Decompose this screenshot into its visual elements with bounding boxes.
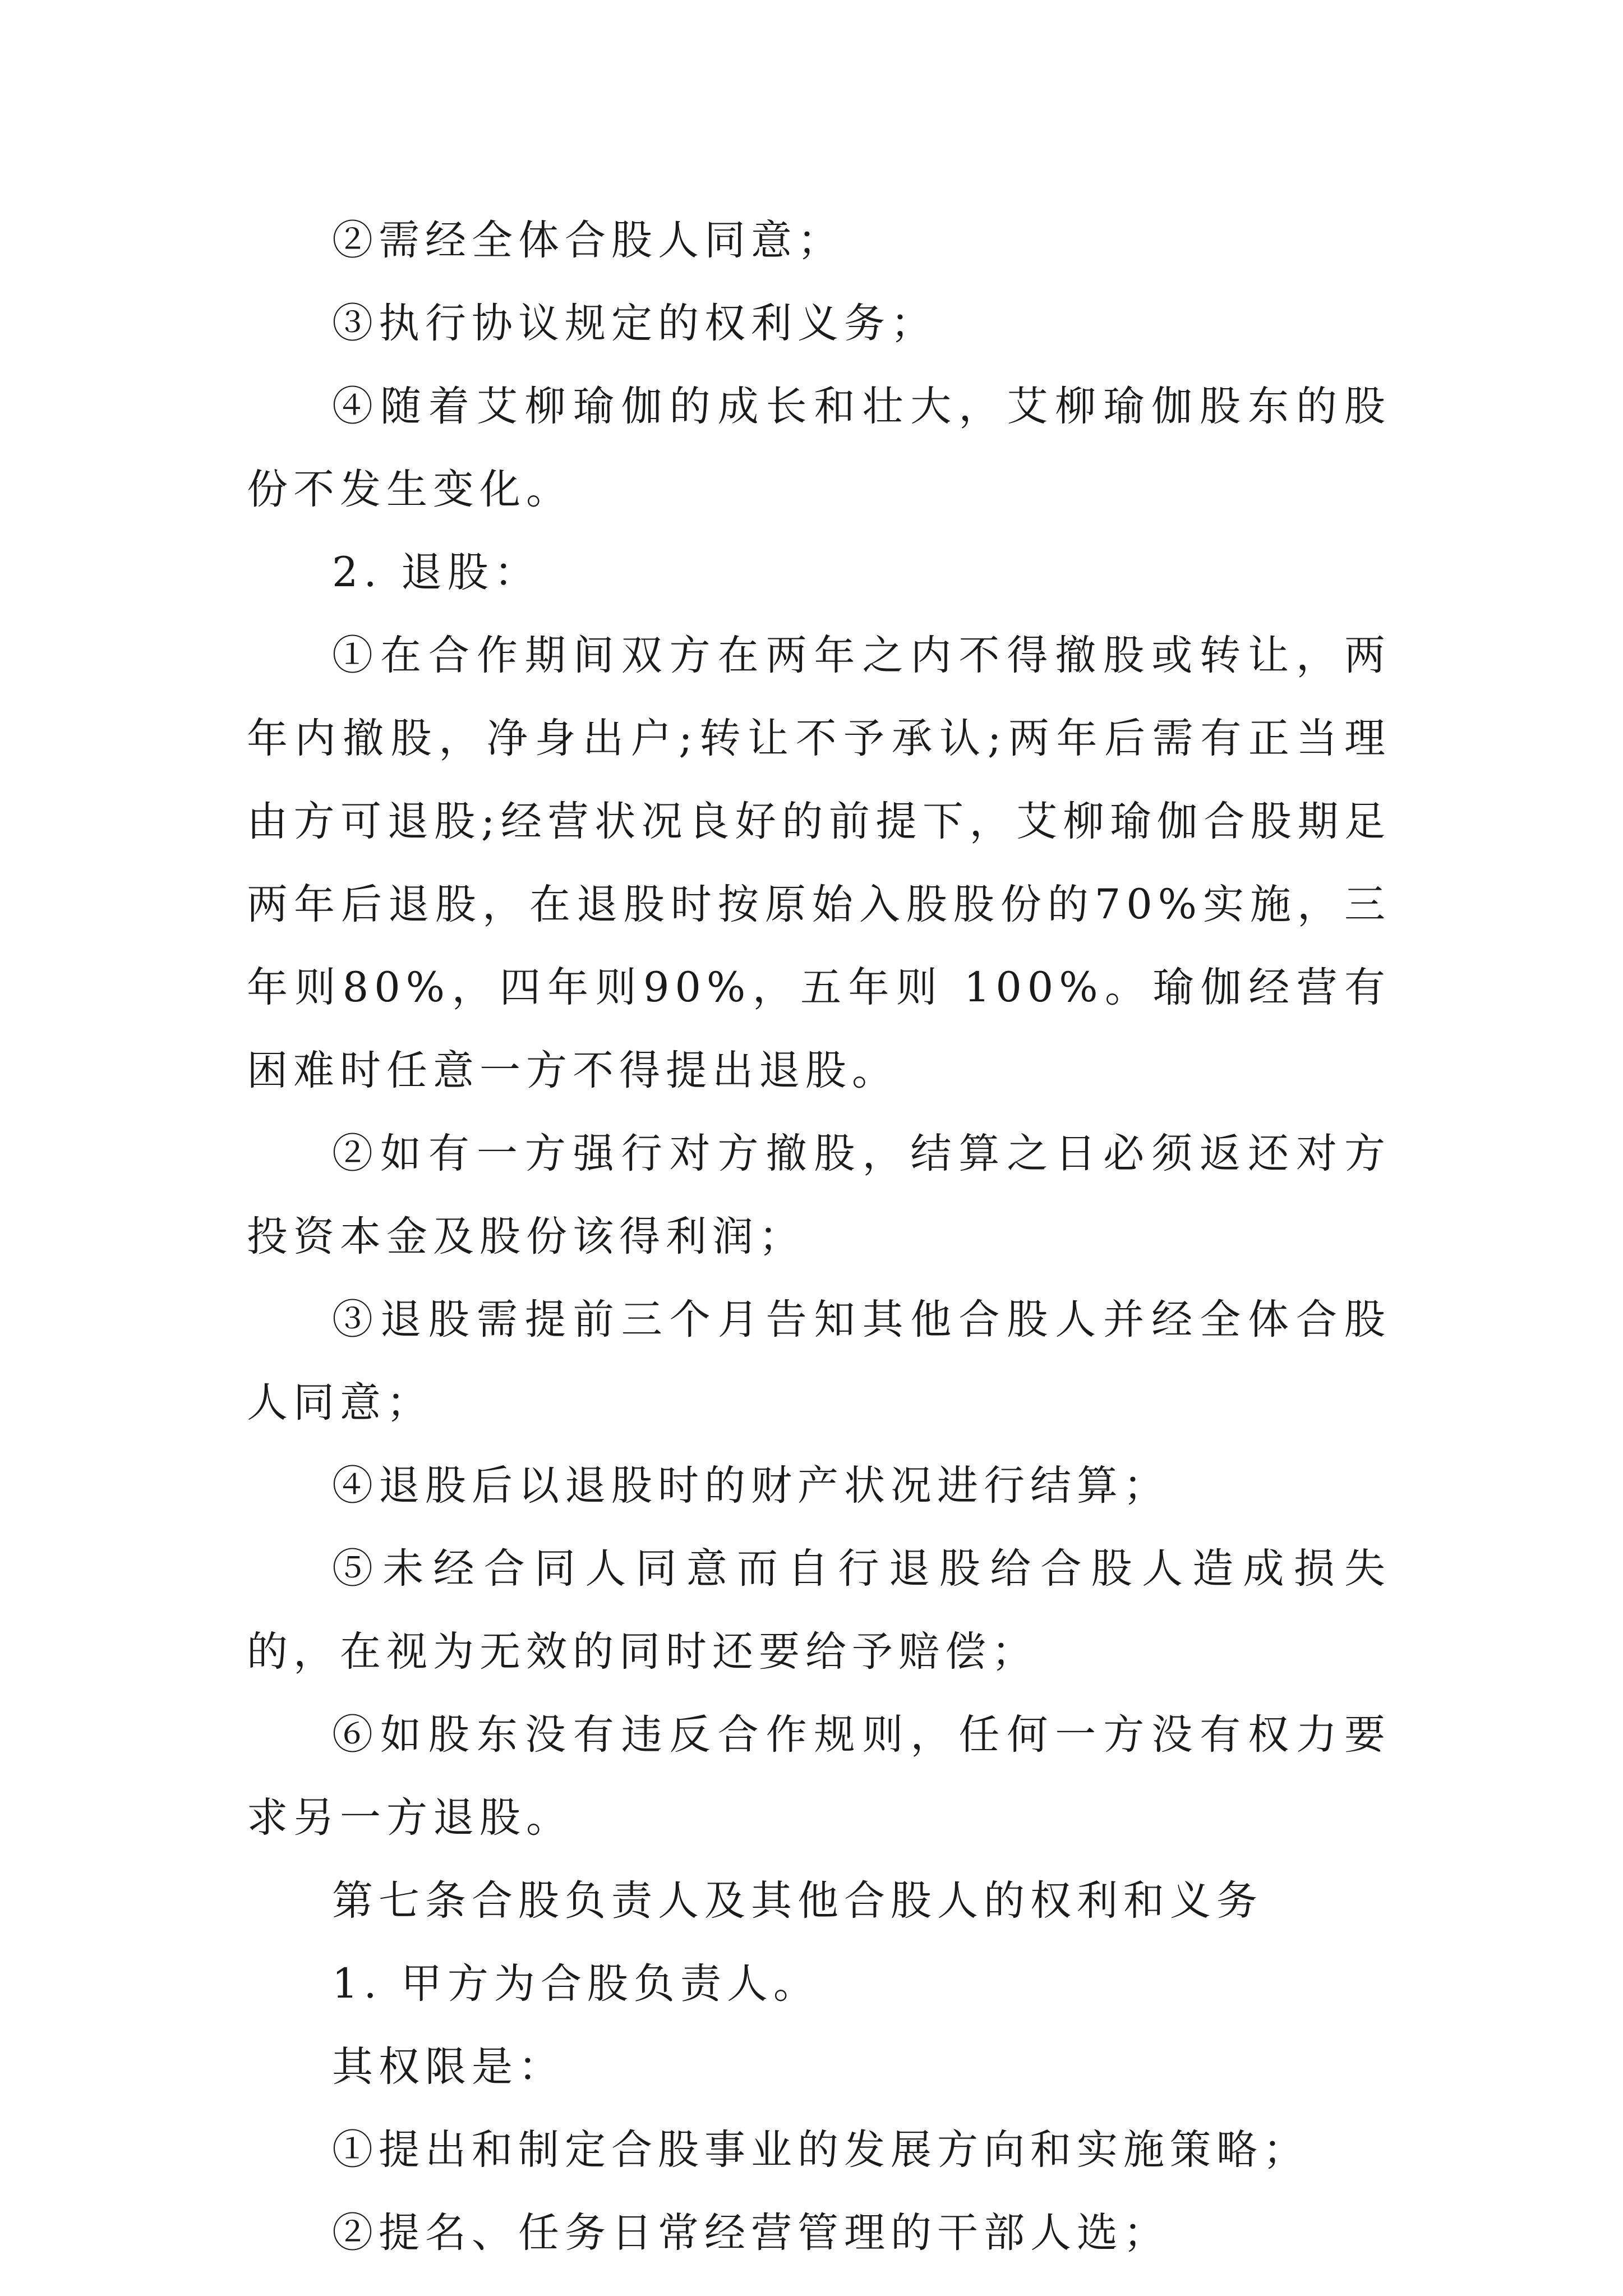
paragraph-notice: ③退股需提前三个月告知其他合股人并经全体合股人同意； (247, 1296, 1391, 1427)
article-heading-seven: 第七条合股负责人及其他合股人的权利和义务 (332, 1877, 1263, 1925)
paragraph-shares-unchanged: ④随着艾柳瑜伽的成长和壮大，艾柳瑜伽股东的股份不发生变化。 (247, 383, 1391, 513)
document-body (247, 199, 1391, 2275)
paragraph-rights-duties: ③执行协议规定的权利义务； (332, 300, 937, 347)
section-heading-withdrawal: 2. 退股： (332, 549, 541, 596)
paragraph-settlement: ④退股后以退股时的财产状况进行结算； (332, 1462, 1170, 1510)
paragraph-forced-withdrawal: ②如有一方强行对方撤股，结算之日必须返还对方投资本金及股份该得利润； (247, 1130, 1391, 1260)
paragraph-strategy: ①提出和制定合股事业的发展方向和实施策略； (332, 2126, 1310, 2174)
paragraph-consent: ②需经全体合股人同意； (332, 217, 844, 264)
paragraph-authority-intro: 其权限是： (332, 2043, 565, 2091)
paragraph-nomination: ②提名、任务日常经营管理的干部人选； (332, 2209, 1170, 2257)
paragraph-compensation: ⑤未经合同人同意而自行退股给合股人造成损失的，在视为无效的同时还要给予赔偿； (247, 1545, 1391, 1676)
paragraph-no-forced-exit: ⑥如股东没有违反合作规则，任何一方没有权力要求另一方退股。 (247, 1711, 1391, 1842)
paragraph-party-a-lead: 1. 甲方为合股负责人。 (332, 1960, 820, 2008)
paragraph-withdrawal-terms: ①在合作期间双方在两年之内不得撤股或转让，两年内撤股，净身出户;转让不予承认;两年后需有正当理由方可退股;经营状况良好的前提下，艾柳瑜伽合股期足两年后退股，在退股时按原始入股股份的70%实施，三年则80%，四年则90%，五年则 100%。瑜伽经营有困难时任意一方不得提出退股。 (247, 632, 1391, 1094)
